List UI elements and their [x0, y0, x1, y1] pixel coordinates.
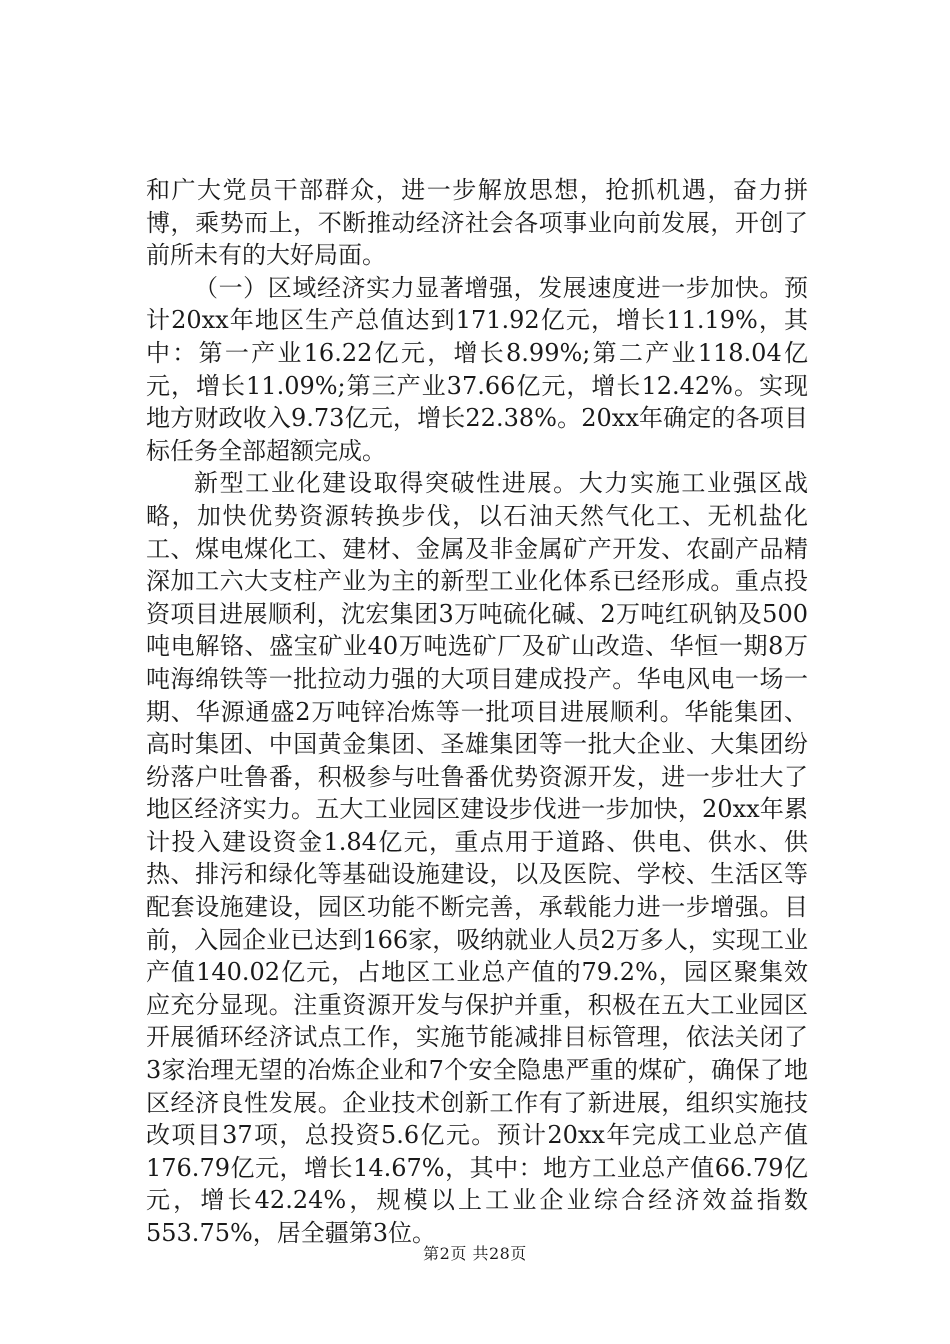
- document-body: [146, 174, 808, 1250]
- paragraph-industrialization: 新型工业化建设取得突破性进展。大力实施工业强区战略，加快优势资源转换步伐，以石油天然气化工、无机盐化工、煤电煤化工、建材、金属及非金属矿产开发、农副产品精深加工六大支柱产业为主的新型工业化体系已经形成。重点投资项目进展顺利，沈宏集团3万吨硫化碱、2万吨红矾钠及500吨电解铬、盛宝矿业40万吨选矿厂及矿山改造、华恒一期8万吨海绵铁等一批拉动力强的大项目建成投产。华电风电一场一期、华源通盛2万吨锌冶炼等一批项目进展顺利。华能集团、高时集团、中国黄金集团、圣雄集团等一批大企业、大集团纷纷落户吐鲁番，积极参与吐鲁番优势资源开发，进一步壮大了地区经济实力。五大工业园区建设步伐进一步加快，20xx年累计投入建设资金1.84亿元，重点用于道路、供电、供水、供热、排污和绿化等基础设施建设，以及医院、学校、生活区等配套设施建设，园区功能不断完善，承载能力进一步增强。目前，入园企业已达到166家，吸纳就业人员2万多人，实现工业产值140.02亿元，占地区工业总产值的79.2%，园区聚集效应充分显现。注重资源开发与保护并重，积极在五大工业园区开展循环经济试点工作，实施节能减排目标管理，依法关闭了3家治理无望的冶炼企业和7个安全隐患严重的煤矿，确保了地区经济良性发展。企业技术创新工作有了新进展，组织实施技改项目37项，总投资5.6亿元。预计20xx年完成工业总产值176.79亿元，增长14.67%，其中：地方工业总产值66.79亿元，增长42.24%，规模以上工业企业综合经济效益指数553.75%，居全疆第3位。: [146, 469, 808, 1247]
- paragraph-continuation: 和广大党员干部群众，进一步解放思想，抢抓机遇，奋力拼博，乘势而上，不断推动经济社会各项事业向前发展，开创了前所未有的大好局面。: [146, 176, 808, 270]
- paragraph-regional-economy: （一）区域经济实力显著增强，发展速度进一步加快。预计20xx年地区生产总值达到171.92亿元，增长11.19%，其中：第一产业16.22亿元，增长8.99%;第二产业118.04亿元，增长11.09%;第三产业37.66亿元，增长12.42%。实现地方财政收入9.73亿元，增长22.38%。20xx年确定的各项目标任务全部超额完成。: [146, 273, 808, 465]
- page-footer: 第2页 共28页: [423, 1244, 527, 1263]
